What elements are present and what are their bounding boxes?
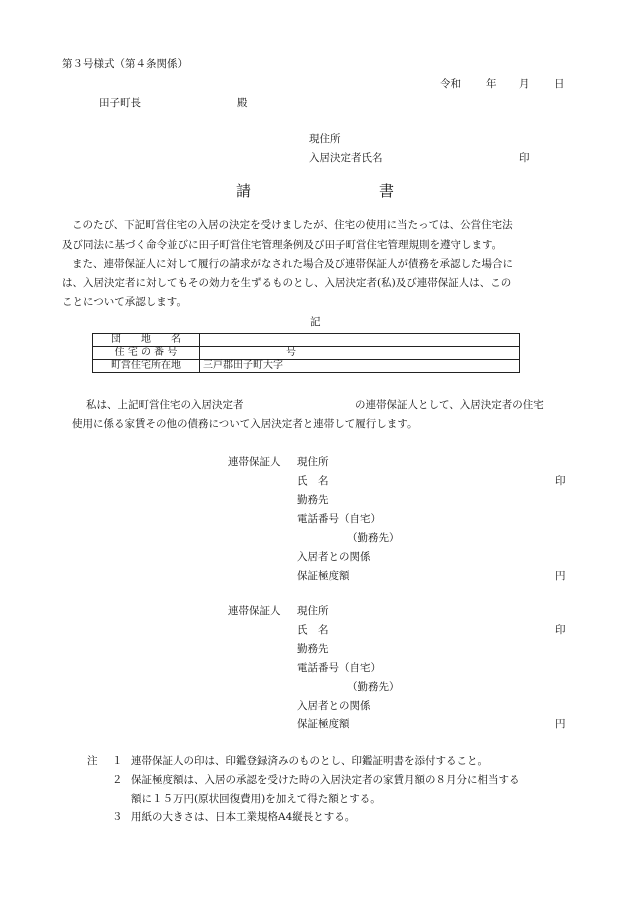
guarantor-phone-work-label: （勤務先） <box>347 532 400 544</box>
para1-line2: 及び同法に基づく命令並びに田子町営住宅管理条例及び田子町営住宅管理規則を遵守します。 <box>62 239 503 251</box>
table-row <box>93 360 520 373</box>
guarantor-phone-work-label: （勤務先） <box>347 681 400 693</box>
housing-info-table <box>92 333 520 373</box>
note-text-continued: 額に１５万円(原状回復費用)を加えて得た額とする。 <box>131 793 381 805</box>
table-value-location: 三戸郡田子町大字 <box>200 360 520 373</box>
para1-line1: このたび、下記町営住宅の入居の決定を受けましたが、住宅の使用に当たっては、公営住宅法 <box>72 219 513 231</box>
para2-line3: ことについて承認します。 <box>62 296 187 308</box>
para2-line1: また、連帯保証人に対して履行の請求がなされた場合及び連帯保証人が債務を承認した場合に <box>72 258 513 270</box>
guarantor-relation-label: 入居者との関係 <box>297 551 371 563</box>
note-text: 用紙の大きさは、日本工業規格A4縦長とする。 <box>131 811 356 823</box>
table-value-danchi <box>200 334 520 347</box>
guarantor-heading: 連帯保証人 <box>228 605 281 617</box>
guarantor-yen: 円 <box>555 718 566 730</box>
guarantee-line2: 使用に係る家賃その他の債務について入居決定者と連帯して履行します。 <box>72 418 418 430</box>
table-label-location: 町営住宅所在地 <box>93 360 200 373</box>
guarantor-name-label: 氏 名 <box>297 475 329 487</box>
note-text: 保証極度額は、入居の承認を受けた時の入居決定者の家賃月額の８月分に相当する <box>131 774 520 786</box>
guarantor-relation-label: 入居者との関係 <box>297 700 371 712</box>
guarantor-name-label: 氏 名 <box>297 624 329 636</box>
guarantee-line1-a: 私は、上記町営住宅の入居決定者 <box>86 399 244 411</box>
note-number: １ <box>112 755 123 767</box>
guarantor-address-label: 現住所 <box>297 456 329 468</box>
date-era: 令和 <box>440 78 461 90</box>
note-number: ２ <box>112 774 123 786</box>
guarantor-workplace-label: 勤務先 <box>297 643 329 655</box>
applicant-address-label: 現住所 <box>309 133 341 145</box>
guarantor-heading: 連帯保証人 <box>228 456 281 468</box>
para2-line2: は、入居決定者に対してもその効力を生ずるものとし、入居決定者(私)及び連帯保証人は、この <box>62 277 512 289</box>
guarantor-limit-label: 保証極度額 <box>297 718 350 730</box>
date-day: 日 <box>554 78 565 90</box>
title-left: 請 <box>236 182 252 200</box>
date-month: 月 <box>519 78 530 90</box>
guarantor-seal: 印 <box>555 475 566 487</box>
notes-label: 注 <box>87 755 98 767</box>
guarantor-seal: 印 <box>555 624 566 636</box>
title-right: 書 <box>379 182 395 200</box>
table-label-danchi: 団 地 名 <box>93 334 200 347</box>
guarantee-line1-b: の連帯保証人として、入居決定者の住宅 <box>355 399 544 411</box>
table-label-house-number: 住 宅 の 番 号 <box>93 347 200 360</box>
applicant-seal: 印 <box>519 152 530 164</box>
addressee-name: 田子町長 <box>99 97 141 109</box>
applicant-name-label: 入居決定者氏名 <box>309 152 383 164</box>
form-number: 第３号様式（第４条関係） <box>62 58 188 70</box>
table-value-house-number: 号 <box>200 347 520 360</box>
guarantor-phone-home-label: 電話番号（自宅） <box>297 513 381 525</box>
addressee-honorific: 殿 <box>237 97 248 109</box>
note-number: ３ <box>112 811 123 823</box>
date-year: 年 <box>486 78 497 90</box>
ki-label: 記 <box>310 316 321 328</box>
guarantor-limit-label: 保証極度額 <box>297 570 350 582</box>
table-row <box>93 347 520 360</box>
guarantor-phone-home-label: 電話番号（自宅） <box>297 662 381 674</box>
guarantor-workplace-label: 勤務先 <box>297 494 329 506</box>
table-row <box>93 334 520 347</box>
guarantor-address-label: 現住所 <box>297 605 329 617</box>
guarantor-yen: 円 <box>555 570 566 582</box>
note-text: 連帯保証人の印は、印鑑登録済みのものとし、印鑑証明書を添付すること。 <box>131 755 488 767</box>
